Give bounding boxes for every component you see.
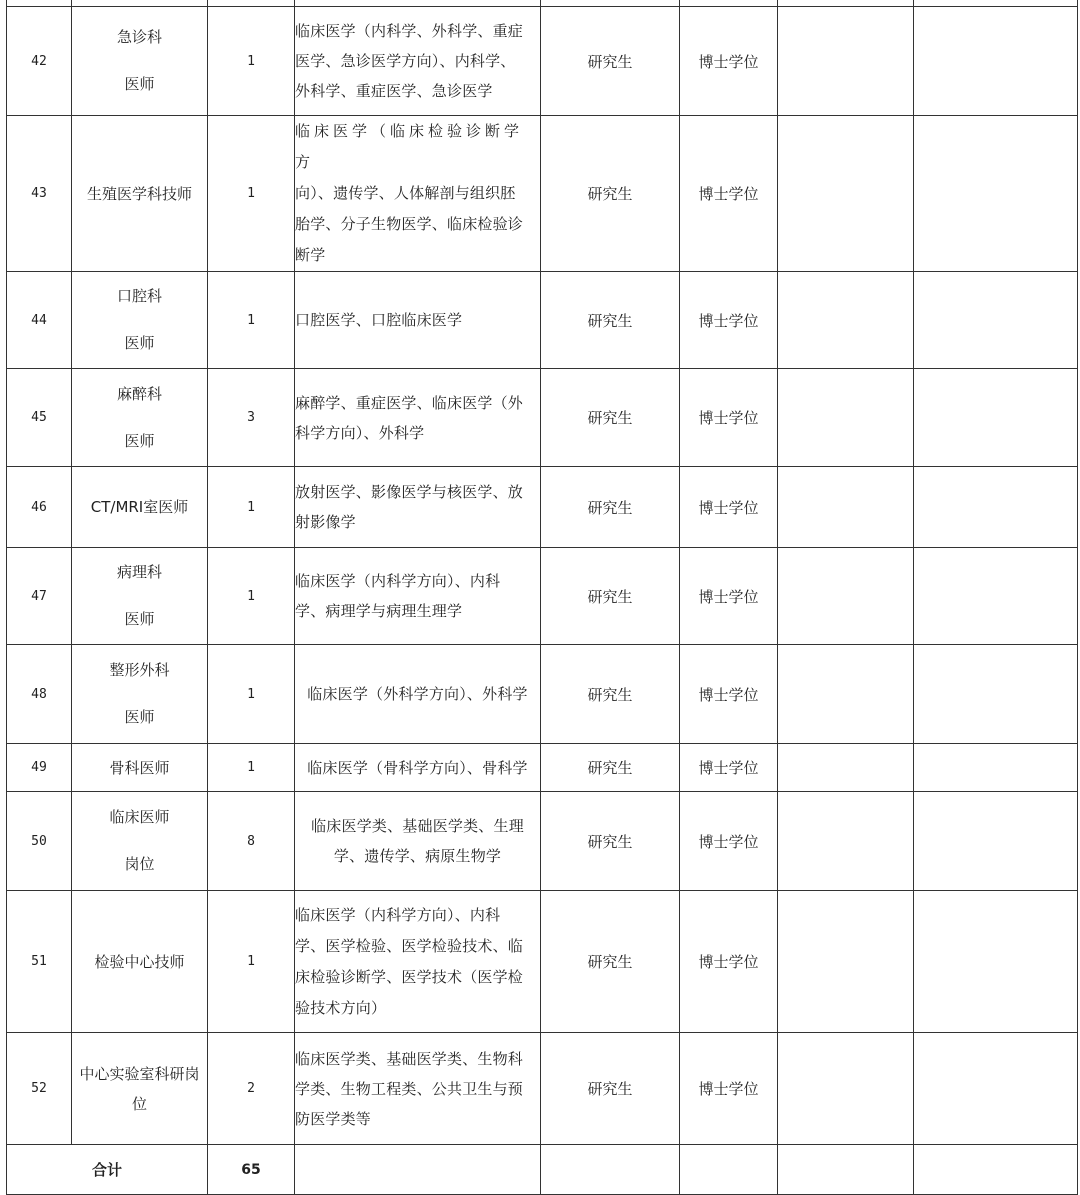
headcount: 1	[208, 645, 295, 744]
major-cell	[295, 744, 541, 792]
blank-cell	[914, 272, 1078, 369]
education-cell: 研究生	[541, 467, 680, 548]
position-line: 临床医师	[109, 808, 170, 826]
position-line: 病理科	[116, 563, 162, 581]
position-cell	[72, 369, 208, 467]
headcount: 3	[208, 369, 295, 467]
education-cell: 研究生	[541, 792, 680, 891]
education-cell: 研究生	[541, 7, 680, 116]
table-row	[7, 116, 1078, 272]
position-line: 医师	[124, 708, 155, 726]
major-line: 断学	[295, 246, 326, 264]
major-cell	[295, 7, 541, 116]
major-line: 射影像学	[295, 513, 356, 531]
education-cell: 研究生	[541, 744, 680, 792]
position-line: 医师	[124, 610, 155, 628]
table-row	[7, 1033, 1078, 1145]
education-cell: 研究生	[541, 1033, 680, 1145]
blank-cell	[778, 645, 914, 744]
row-number: 46	[7, 467, 72, 548]
degree-cell: 博士学位	[680, 369, 778, 467]
position-line: 岗位	[124, 855, 155, 873]
position-line: 医师	[124, 431, 155, 450]
position-cell	[72, 467, 208, 548]
major-line: 口腔医学、口腔临床医学	[295, 311, 463, 329]
major-cell	[295, 548, 541, 645]
position-line: 位	[131, 1094, 147, 1113]
position-line: 医师	[124, 75, 155, 93]
blank-cell	[778, 891, 914, 1033]
position-cell	[72, 7, 208, 116]
row-number: 51	[7, 891, 72, 1033]
degree-cell: 博士学位	[680, 116, 778, 272]
row-number: 42	[7, 7, 72, 116]
row-number: 49	[7, 744, 72, 792]
blank-cell	[778, 116, 914, 272]
major-line: 向）、遗传学、人体解剖与组织胚	[295, 184, 516, 202]
major-line: 临床医学（骨科学方向）、骨科学	[307, 758, 528, 777]
major-cell	[295, 891, 541, 1033]
degree-cell: 博士学位	[680, 272, 778, 369]
position-cell	[72, 744, 208, 792]
major-line: 防医学类等	[295, 1109, 372, 1128]
major-line: 外科学、重症医学、急诊医学	[295, 82, 493, 100]
position-line: 口腔科	[116, 287, 162, 305]
headcount: 1	[208, 744, 295, 792]
headcount: 1	[208, 891, 295, 1033]
position-cell	[72, 1033, 208, 1145]
position-line: 麻醉科	[116, 384, 162, 403]
education-cell: 研究生	[541, 891, 680, 1033]
position-cell	[72, 891, 208, 1033]
major-line: 学、遗传学、病原生物学	[333, 847, 502, 865]
major-line: 临床医学（内科学、外科学、重症	[295, 22, 524, 40]
education-cell: 研究生	[541, 548, 680, 645]
major-line: 放射医学、影像医学与核医学、放	[295, 483, 524, 501]
blank-cell	[914, 1033, 1078, 1145]
table-row	[7, 467, 1078, 548]
total-label: 合计	[7, 1145, 208, 1195]
major-cell	[295, 369, 541, 467]
blank-cell	[778, 7, 914, 116]
education-cell: 研究生	[541, 645, 680, 744]
blank-cell	[914, 792, 1078, 891]
degree-cell: 博士学位	[680, 467, 778, 548]
blank-cell	[778, 1033, 914, 1145]
major-line: 科学方向）、外科学	[295, 423, 425, 442]
major-line: 学类、生物工程类、公共卫生与预	[295, 1079, 524, 1098]
major-line: 临床医学（临床检验诊断学方	[295, 122, 524, 171]
row-number: 50	[7, 792, 72, 891]
degree-cell: 博士学位	[680, 7, 778, 116]
row-number: 47	[7, 548, 72, 645]
headcount: 1	[208, 272, 295, 369]
recruitment-table	[6, 0, 1078, 1195]
major-line: 临床医学类、基础医学类、生理	[311, 817, 524, 835]
row-number: 43	[7, 116, 72, 272]
total-value: 65	[208, 1145, 295, 1195]
degree-cell: 博士学位	[680, 792, 778, 891]
blank-cell	[778, 744, 914, 792]
blank-cell	[914, 744, 1078, 792]
blank-cell	[778, 792, 914, 891]
degree-cell: 博士学位	[680, 891, 778, 1033]
blank-cell	[778, 548, 914, 645]
row-number: 52	[7, 1033, 72, 1145]
table-row	[7, 7, 1078, 116]
table-row	[7, 272, 1078, 369]
blank-cell	[541, 1145, 680, 1195]
position-line: 骨科医师	[109, 758, 170, 777]
headcount: 8	[208, 792, 295, 891]
table-row	[7, 744, 1078, 792]
table-row	[7, 369, 1078, 467]
blank-cell	[295, 1145, 541, 1195]
major-cell	[295, 1033, 541, 1145]
position-cell	[72, 272, 208, 369]
blank-cell	[914, 7, 1078, 116]
blank-cell	[680, 1145, 778, 1195]
position-cell	[72, 645, 208, 744]
major-line: 学、医学检验、医学检验技术、临	[295, 936, 524, 955]
major-line: 麻醉学、重症医学、临床医学（外	[295, 393, 524, 412]
position-cell	[72, 116, 208, 272]
major-line: 验技术方向）	[295, 998, 387, 1017]
blank-cell	[914, 467, 1078, 548]
education-cell: 研究生	[541, 369, 680, 467]
blank-cell	[914, 116, 1078, 272]
education-cell: 研究生	[541, 272, 680, 369]
position-line: CT/MRI室医师	[90, 498, 189, 516]
degree-cell: 博士学位	[680, 744, 778, 792]
major-cell	[295, 272, 541, 369]
major-line: 学、病理学与病理生理学	[295, 602, 463, 620]
row-number: 48	[7, 645, 72, 744]
blank-cell	[778, 1145, 914, 1195]
major-cell	[295, 116, 541, 272]
blank-cell	[778, 272, 914, 369]
major-line: 胎学、分子生物医学、临床检验诊	[295, 215, 524, 233]
major-line: 临床医学（内科学方向）、内科	[295, 905, 501, 924]
major-cell	[295, 645, 541, 744]
major-line: 医学、急诊医学方向）、内科学、	[295, 52, 516, 70]
table-row	[7, 792, 1078, 891]
major-cell	[295, 467, 541, 548]
degree-cell: 博士学位	[680, 645, 778, 744]
table-body	[7, 0, 1078, 1195]
headcount: 1	[208, 116, 295, 272]
major-line: 临床医学（内科学方向）、内科	[295, 572, 501, 590]
row-number: 45	[7, 369, 72, 467]
major-line: 床检验诊断学、医学技术（医学检	[295, 967, 524, 986]
blank-cell	[914, 645, 1078, 744]
blank-cell	[778, 467, 914, 548]
blank-cell	[914, 891, 1078, 1033]
major-cell	[295, 792, 541, 891]
position-line: 中心实验室科研岗	[79, 1064, 200, 1083]
position-line: 检验中心技师	[94, 952, 185, 971]
degree-cell: 博士学位	[680, 1033, 778, 1145]
total-row	[7, 1145, 1078, 1195]
blank-cell	[778, 369, 914, 467]
blank-cell	[914, 548, 1078, 645]
row-number: 44	[7, 272, 72, 369]
table-row	[7, 891, 1078, 1033]
position-line: 生殖医学科技师	[86, 184, 192, 203]
headcount: 2	[208, 1033, 295, 1145]
education-cell: 研究生	[541, 116, 680, 272]
position-cell	[72, 548, 208, 645]
degree-cell: 博士学位	[680, 548, 778, 645]
position-line: 医师	[124, 334, 155, 352]
blank-cell	[914, 369, 1078, 467]
headcount: 1	[208, 548, 295, 645]
major-line: 临床医学类、基础医学类、生物科	[295, 1049, 524, 1068]
position-line: 整形外科	[109, 661, 170, 679]
headcount: 1	[208, 467, 295, 548]
headcount: 1	[208, 7, 295, 116]
major-line: 临床医学（外科学方向）、外科学	[307, 685, 528, 703]
position-line: 急诊科	[116, 28, 162, 46]
blank-cell	[914, 1145, 1078, 1195]
position-cell	[72, 792, 208, 891]
table-row	[7, 645, 1078, 744]
table-row	[7, 548, 1078, 645]
